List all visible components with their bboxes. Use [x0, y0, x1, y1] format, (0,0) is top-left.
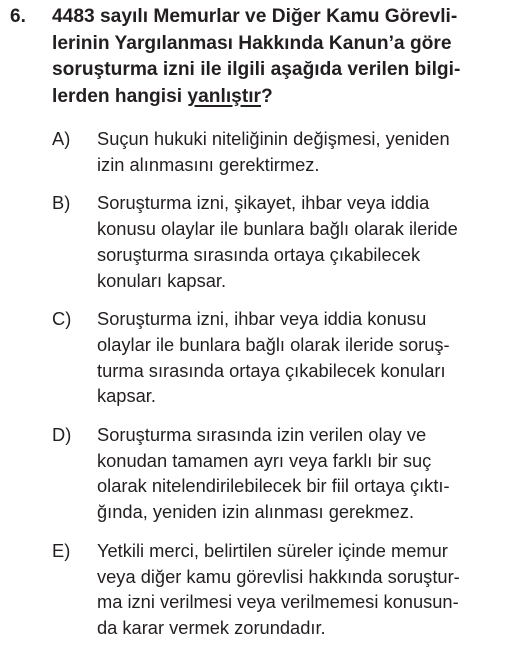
option-text-line: soruşturma sırasında ortaya çıkabilecek	[97, 243, 421, 265]
option-letter: D)	[52, 424, 72, 446]
option-text-line: kapsar.	[97, 385, 156, 407]
option-letter: C)	[52, 308, 72, 330]
option-text-line: ğında, yeniden izin alınması gerekmez.	[97, 501, 415, 523]
option-text-line: konusu olaylar ile bunlara bağlı olarak ileride	[97, 218, 458, 240]
option-c[interactable]	[0, 306, 512, 409]
question-stem-prefix: lerden hangisi	[52, 85, 188, 107]
option-text-line: Suçun hukuki niteliğinin değişmesi, yeniden	[97, 128, 450, 149]
option-text-line: Yetkili merci, belirtilen süreler içinde memur	[97, 539, 448, 561]
option-text	[97, 126, 507, 177]
option-letter: A)	[52, 128, 71, 149]
question-stem-suffix: ?	[261, 85, 273, 107]
option-text-line: da karar vermek zorundadır.	[97, 616, 326, 638]
option-a[interactable]	[0, 126, 512, 177]
option-text-line: Soruşturma izni, ihbar veya iddia konusu	[97, 308, 427, 330]
option-text	[97, 538, 507, 641]
option-text-line: olaylar ile bunlara bağlı olarak ileride soruş-	[97, 333, 450, 355]
question-number: 6.	[10, 6, 26, 27]
question-stem-emphasis: yanlıştır	[187, 85, 262, 107]
option-text-line: Soruşturma izni, şikayet, ihbar veya iddia	[97, 192, 430, 214]
option-b[interactable]	[0, 190, 512, 293]
option-text-line: ma izni verilmesi veya verilmemesi konusun-	[97, 591, 459, 613]
question-stem-line: soruşturma izni ile ilgili aşağıda verilen bilgi-	[52, 59, 461, 80]
question-stem-line: lerinin Yargılanması Hakkında Kanun’a göre	[52, 32, 452, 54]
answer-options	[0, 126, 512, 654]
option-e[interactable]	[0, 538, 512, 641]
option-letter: B)	[52, 192, 71, 214]
option-text-line: olarak nitelendirilebilecek bir fiil ortaya çıktı-	[97, 475, 450, 497]
option-text-line: izin alınmasını gerektirmez.	[97, 153, 320, 175]
question-stem-line: 4483 sayılı Memurlar ve Diğer Kamu Görevli-	[52, 6, 458, 27]
option-text	[97, 190, 507, 293]
option-d[interactable]	[0, 422, 512, 525]
option-text	[97, 422, 507, 525]
option-text-line: turma sırasında ortaya çıkabilecek konuları	[97, 359, 446, 381]
option-text	[97, 306, 507, 409]
option-letter: E)	[52, 539, 71, 561]
option-text-line: Soruşturma sırasında izin verilen olay ve	[97, 424, 427, 446]
option-text-line: konudan tamamen ayrı veya farklı bir suç	[97, 449, 432, 471]
question-stem	[52, 4, 504, 110]
option-text-line: veya diğer kamu görevlisi hakkında soruştur-	[97, 565, 460, 587]
option-text-line: konuları kapsar.	[97, 269, 227, 291]
question-stem-last-line	[52, 84, 504, 111]
